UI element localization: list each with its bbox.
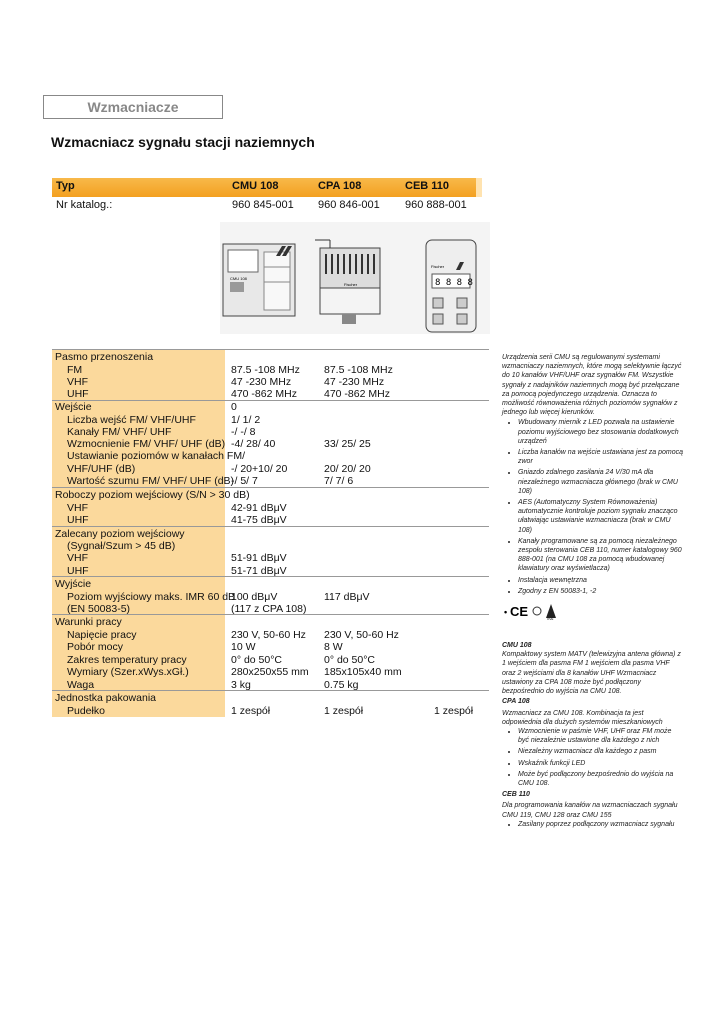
spec-label: Wymiary (Szer.xWys.xGł.) (67, 666, 189, 678)
spec-label: Wartość szumu FM/ VHF/ UHF (dB) (67, 475, 235, 487)
spec-value-cmu: 100 dBμV (231, 591, 278, 603)
spec-label: Poziom wyjściowy maks. IMR 60 dB (67, 591, 236, 603)
spec-value-cmu: (117 z CPA 108) (231, 603, 307, 615)
spec-value-cpa: 1 zespół (324, 705, 364, 717)
spec-divider (52, 400, 489, 401)
header-typ: Typ (56, 180, 75, 192)
spec-label: VHF (67, 502, 88, 514)
cpa-feature-list (502, 727, 684, 788)
header-cpa: CPA 108 (318, 180, 362, 192)
catalog-label: Nr katalog.: (56, 199, 113, 211)
product-illustration (220, 222, 490, 334)
spec-label: Pobór mocy (67, 641, 124, 653)
spec-label: Jednostka pakowania (55, 692, 156, 704)
product-images (220, 222, 490, 334)
spec-value-cpa: 47 -230 MHz (324, 376, 385, 388)
spec-value-cpa: 117 dBμV (324, 591, 370, 603)
spec-value-cmu: 87.5 -108 MHz (231, 364, 300, 376)
spec-label: Kanały FM/ VHF/ UHF (67, 426, 172, 438)
spec-value-cpa: 33/ 25/ 25 (324, 438, 371, 450)
spec-value-cpa: 470 -862 MHz (324, 388, 390, 400)
spec-value-cmu: 0° do 50°C (231, 654, 283, 666)
catalog-ceb: 960 888-001 (405, 199, 467, 211)
intro-text: Urządzenia serii CMU są regulowanymi systemami wzmacniaczy naziemnych, które mogą selektywnie łączyć do 10 kanałów VHF/UHF oraz sygnałów FM. Wszystkie sygnały z nadajników naziemnych mogą być przełączane za pomocą pojedynczego urządzenia. Oznacza to możliwość równoważenia różnych poziomów sygnałów z jednego lub więcej kierunków. (502, 354, 682, 417)
spec-label: FM (67, 364, 83, 376)
spec-label: Zakres temperatury pracy (67, 654, 187, 666)
spec-value-cpa: 20/ 20/ 20 (324, 463, 371, 475)
list-item: • Gniazdo zdalnego zasilania 24 V/30 mA dla niezależnego wzmacniacza głównego (brak w CMU 108) (518, 468, 684, 496)
spec-value-cmu: -/ 5/ 7 (231, 475, 258, 487)
spec-value-cpa: 0° do 50°C (324, 654, 376, 666)
spec-value-cpa: 7/ 7/ 6 (324, 475, 354, 487)
cpa-device-label: Fischer (344, 282, 358, 287)
spec-value-cmu: 470 -862 MHz (231, 388, 297, 400)
ceb-feature-list (502, 820, 684, 829)
cmu-108-device (223, 244, 295, 316)
spec-label: Roboczy poziom wejściowy (S/N > 30 dB) (55, 489, 250, 501)
spec-label: Zalecany poziom wejściowy (55, 528, 185, 540)
spec-value-cmu: 0 (231, 401, 237, 413)
spec-label: Wzmocnienie FM/ VHF/ UHF (dB) (67, 438, 226, 450)
spec-label: (Sygnał/Szum > 45 dB) (67, 540, 176, 552)
list-item: • Może być podłączony bezpośrednio do wyjścia na CMU 108. (518, 770, 684, 788)
svg-text:•: • (504, 607, 508, 618)
spec-value-cmu: 51-91 dBμV (231, 552, 287, 564)
page-title: Wzmacniacz sygnału stacji naziemnych (51, 134, 315, 150)
sidebar-description (502, 353, 684, 831)
spec-value-cmu: 42-91 dBμV (231, 502, 287, 514)
cert-marks-label: ÖVE (547, 617, 554, 622)
spec-label: Waga (67, 679, 95, 691)
header-ceb: CEB 110 (405, 180, 450, 192)
catalog-cpa: 960 846-001 (318, 199, 380, 211)
list-item: • Kanały programowane są za pomocą niezależnego zespołu sterowania CEB 110, numer katalogowy 960 888-001 (na CMU 108 za pomocą wbudowanej klawiatury oraz wyświetlacza) (518, 537, 684, 574)
spec-value-cmu: -4/ 28/ 40 (231, 438, 276, 450)
spec-divider (52, 349, 489, 350)
spec-value-cmu: 230 V, 50-60 Hz (231, 629, 306, 641)
spec-value-ceb: 1 zespół (434, 705, 474, 717)
cmu-text: Kompaktowy system MATV (telewizyjna antena główna) z 1 wejściem dla pasma FM 1 wejściem dla pasma VHF oraz 2 wejściami dla 8 kanałów UHF Wzmacniacz ustawiony za CPA 108 może być podłączony bezpośrednio do wyjścia na CMU 108. (502, 651, 681, 696)
spec-value-cmu: -/ -/ 8 (231, 426, 256, 438)
spec-value-cpa: 8 W (324, 641, 343, 653)
spec-label: Pasmo przenoszenia (55, 351, 154, 363)
list-item: • Wskaźnik funkcji LED (518, 759, 684, 768)
spec-label: Ustawianie poziomów w kanałach FM/ (67, 450, 245, 462)
spec-value-cmu: 51-71 dBμV (231, 565, 287, 577)
spec-label: VHF (67, 552, 88, 564)
spec-label: Warunki pracy (55, 616, 122, 628)
spec-label: Pudełko (67, 705, 105, 717)
spec-label: UHF (67, 514, 89, 526)
spec-value-cmu: 10 W (231, 641, 256, 653)
ceb-text: Dla programowania kanałów na wzmacniaczach sygnału CMU 119, CMU 128 oraz CMU 155 (502, 802, 678, 819)
list-item: • Wbudowany miernik z LED pozwala na ustawienie poziomu wyjściowego bez stosowania dodatkowych urządzeń (518, 418, 684, 446)
spec-label: VHF (67, 376, 88, 388)
spec-label: UHF (67, 388, 89, 400)
svg-text:CE: CE (510, 604, 529, 620)
list-item: • Niezależny wzmacniacz dla każdego z pasm (518, 747, 684, 756)
ceb-device-label: Fischer (431, 264, 445, 269)
catalog-cmu: 960 845-001 (232, 199, 294, 211)
spec-value-cpa: 185x105x40 mm (324, 666, 402, 678)
list-item: • Zgodny z EN 50083-1, -2 (518, 587, 684, 596)
cpa-text: Wzmacniacz za CMU 108. Kombinacja ta jest odpowiednia dla dużych systemów mieszkaniowych (502, 709, 663, 726)
spec-label: Liczba wejść FM/ VHF/UHF (67, 414, 196, 426)
spec-value-cpa: 230 V, 50-60 Hz (324, 629, 399, 641)
spec-divider (52, 526, 489, 527)
cpa-heading: CPA 108 (502, 698, 530, 706)
list-item: • Wzmocnienie w paśmie VHF, UHF oraz FM może być niezależnie ustawione dla każdego z nich (518, 727, 684, 745)
spec-value-cmu: 1/ 1/ 2 (231, 414, 261, 426)
feature-list (502, 418, 684, 596)
spec-value-cpa: 87.5 -108 MHz (324, 364, 393, 376)
spec-divider (52, 487, 489, 488)
spec-label: Wejście (55, 401, 92, 413)
cert-marks (504, 601, 684, 621)
spec-value-cmu: -/ 20+10/ 20 (231, 463, 288, 475)
cmu-heading: CMU 108 (502, 642, 532, 650)
list-item: • Zasilany poprzez podłączony wzmacniacz sygnału (518, 820, 684, 829)
cmu-device-label: CMU 108 (230, 276, 247, 281)
section-title: Wzmacniacze (43, 95, 223, 119)
spec-label: (EN 50083-5) (67, 603, 131, 615)
spec-label: Napięcie pracy (67, 629, 137, 641)
cpa-108-device (315, 240, 380, 324)
spec-value-cmu: 41-75 dBμV (231, 514, 287, 526)
ceb-110-device (426, 240, 476, 332)
spec-label: UHF (67, 565, 89, 577)
spec-value-cmu: 1 zespół (231, 705, 271, 717)
cert-marks-icon (504, 601, 566, 621)
spec-value-cpa: 0.75 kg (324, 679, 359, 691)
spec-value-cmu: 47 -230 MHz (231, 376, 292, 388)
header-cmu: CMU 108 (232, 180, 279, 192)
table-header (52, 178, 482, 197)
list-item: • AES (Automatyczny System Równoważenia) automatycznie kontroluje poziom sygnału znacząco ułatwiając ustawianie wzmacniacza (brak w CMU 108) (518, 498, 684, 535)
ceb-heading: CEB 110 (502, 791, 530, 799)
spec-label: Wyjście (55, 578, 92, 590)
ceb-display: 8 8 8 8 (435, 278, 473, 288)
spec-label: VHF/UHF (dB) (67, 463, 136, 475)
spec-value-cmu: 3 kg (231, 679, 251, 691)
list-item: • Instalacja wewnętrzna (518, 576, 684, 585)
spec-divider (52, 690, 489, 691)
spec-value-cmu: 280x250x55 mm (231, 666, 309, 678)
list-item: • Liczba kanałów na wejście ustawiana jest za pomocą zwor (518, 448, 684, 466)
